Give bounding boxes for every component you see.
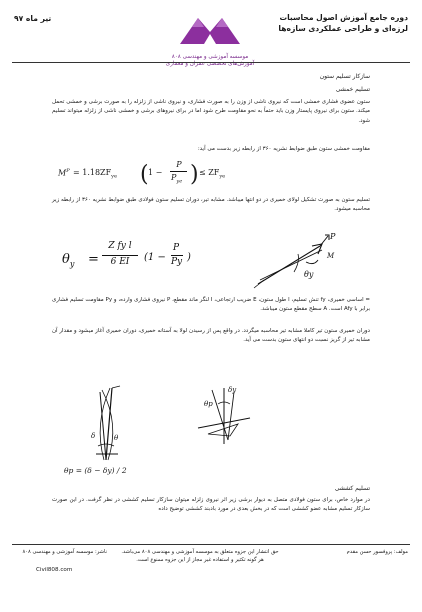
footer-author: مولف: پروفسور حسن مقدم: [346, 549, 408, 555]
sketch1-label-m: M: [327, 252, 335, 260]
hand-denominator: 6 EI: [110, 257, 130, 267]
formula-paren-close: ): [190, 162, 199, 187]
hand-py: Py: [171, 257, 183, 267]
formula-lhs-sup: P: [66, 168, 70, 174]
paragraph-4: = اساسی خمیری، fy تنش تسلیم، l طول ستون، E ضریب ارتجاعی، I لنگر ماند مقطع، P نیروی فشاری وارده، و Py مقاومت تسلیم فشاری برابر با Afy است. A سطح مقطع ستون میباشد.: [52, 297, 371, 313]
bending-strength-formula: [58, 158, 318, 192]
column-rotation-sketch: [250, 232, 340, 292]
hand-p: P: [173, 243, 180, 253]
logo-mountains-icon: [160, 10, 260, 50]
hand-eq: =: [88, 252, 99, 267]
header-date: تیر ماه ۹۷: [14, 14, 52, 23]
hand-numerator: Z fy l: [108, 241, 132, 251]
formula-rhs: ≤ ZF: [199, 168, 220, 177]
paragraph-1: ستون عضوی فشاری خمشی است که نیروی ناشی از وزن را به صورت فشاری، و نیروی ناشی از زلزله را به صورت برشی و خمشی تحمل میکند. ستون برای نیروی پایستار وزن باید حتماً به نحو مقاومت طرح شود اما در برای نیروهای برشی و خمشی ناشی از زلزله میتواند تسلیم شود.: [52, 99, 370, 124]
course-title-line1: دوره جامع آموزش اصول محاسبات: [279, 13, 408, 22]
footer-rule: [12, 544, 410, 545]
formula-ye: ye: [111, 173, 117, 180]
sketch1-label-p: P: [330, 232, 336, 241]
paragraph-5: دوران خمیری ستون تیر کاملا مشابه تیر محاسبه میگردد. در واقع پس از رسیدن لولا به آستانه خمیری، دوران خمیری آغاز میشود و مقدار آن مشابه تیر از گریز نسبت دو انتهای ستون بدست می آید.: [52, 328, 370, 344]
formula-pye: P: [171, 173, 177, 182]
formula-paren-open: (: [140, 162, 149, 187]
formula-p: P: [176, 160, 182, 169]
sketch2-label-d: δ: [91, 432, 96, 440]
logo-line1: موسسه آموزشی و مهندسی ۸۰۸: [171, 54, 249, 60]
deformed-column-sketch: [76, 384, 136, 464]
sketch1-label-theta: θy: [304, 270, 314, 279]
formula-fraction-bar: [170, 171, 187, 172]
subsection-title: تسلیم خمشی: [335, 86, 370, 93]
subsection2-title: تسلیم کششی: [334, 485, 370, 492]
section-title: سازکار تسلیم ستون: [319, 73, 370, 80]
hand-close: ): [187, 252, 191, 263]
sketch2-label-dy: δy: [228, 386, 237, 394]
formula-rhs-sub: ye: [219, 173, 226, 180]
footer-rights-line1: حق انتشار این جزوه متعلق به موسسه آموزشی و مهندسی ۸۰۸ می‌باشد.: [121, 549, 279, 555]
hand-paren: (1 −: [144, 252, 166, 263]
sketch2-label-theta-p: θp: [204, 400, 213, 408]
handwritten-rotation-formula: [62, 240, 202, 280]
footer-rights: [110, 548, 290, 564]
sketch2-label-theta: θ: [114, 434, 119, 442]
footer-website-link[interactable]: Civil808.com: [36, 567, 73, 573]
formula-lhs: M: [58, 168, 67, 178]
formula-one-minus: 1 −: [148, 168, 163, 177]
header-rule: [12, 62, 410, 63]
hand-fraction-bar: [102, 255, 138, 256]
paragraph-2: مقاومت خمشی ستون طبق ضوابط نشریه ۳۶۰ از رابطه زیر بدست می آید:: [197, 146, 370, 152]
hand-y: y: [69, 259, 75, 269]
course-title: [248, 12, 408, 34]
hand-theta: θ: [62, 252, 70, 267]
footer-publisher: ناشر: موسسه آموزشی و مهندسی ۸۰۸: [22, 549, 107, 555]
logo-line2: آموزش‌های تخصصی عمران و معماری: [165, 61, 255, 67]
paragraph-3: تسلیم ستون به صورت تشکیل لولای خمیری در دو انتها میباشد. مشابه تیر، دوران تسلیم ستون فولادی طبق ضوابط نشریه ۳۶۰ از رابطه زیر محاسبه میشود.: [52, 197, 370, 213]
course-title-line2: لرزه‌ای و طراحی عملکردی سازه‌ها: [278, 24, 408, 33]
hand-fraction-bar-2: [171, 255, 183, 256]
plastic-rotation-formula: θp = (δ − δy) / 2: [64, 466, 127, 475]
plastic-rotation-sketch: [188, 384, 258, 454]
institute-logo: [160, 10, 260, 68]
formula-pye-sub: ye: [176, 178, 183, 185]
paragraph-6: در موارد خاص، برای ستون فولادی متصل به دیوار برشی زیر اثر نیروی زلزله میتوان سازکار تسلیم کششی در نظر گرفت. در این صورت سازکار تسلیم مشابه عضو کششی است که در بخش بعدی در مورد بادبند کششی توضیح داده: [52, 497, 370, 513]
formula-mid: = 1.18ZF: [73, 168, 112, 177]
footer-rights-line2: هر گونه تکثیر و استفاده غیر مجاز از این جزوه ممنوع است.: [136, 557, 264, 563]
